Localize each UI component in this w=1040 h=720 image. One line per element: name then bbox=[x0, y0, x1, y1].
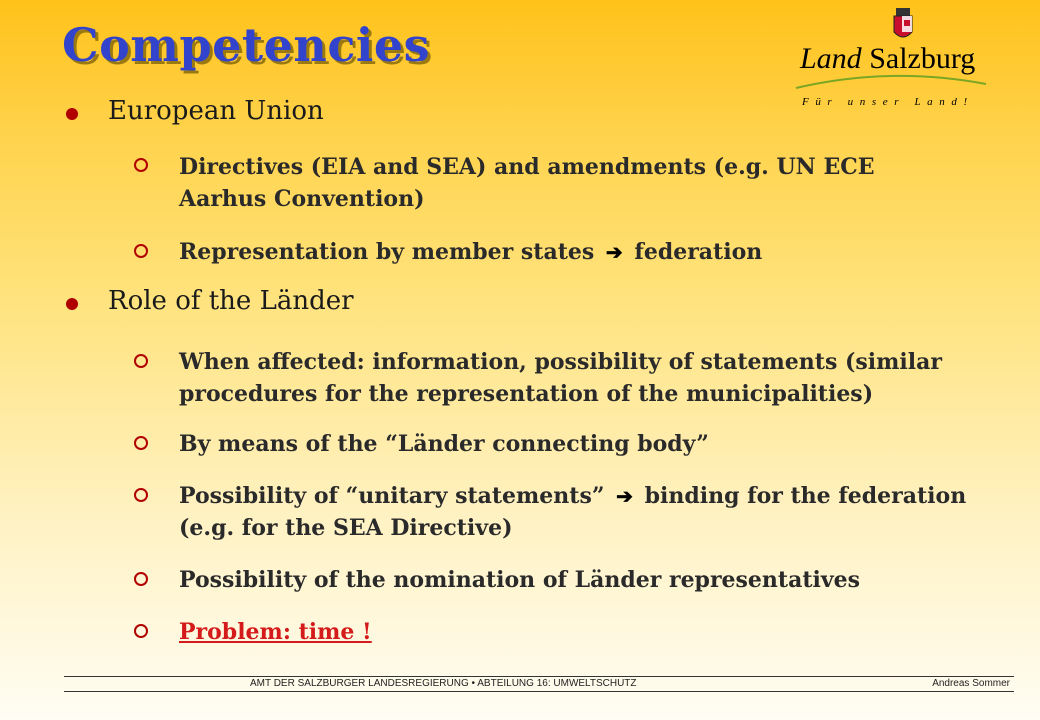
list-item: By means of the “Länder connecting body” bbox=[179, 431, 709, 457]
bullet-ring bbox=[134, 158, 148, 172]
logo-tagline: Für unser Land! bbox=[802, 96, 974, 108]
bullet-ring bbox=[134, 354, 148, 368]
list-item: Representation by member states ➔ federation bbox=[179, 239, 763, 265]
section-heading: European Union bbox=[108, 96, 324, 126]
footer-department: AMT DER SALZBURGER LANDESREGIERUNG • ABTEILUNG 16: UMWELTSCHUTZ bbox=[250, 678, 637, 689]
footer-divider-bottom bbox=[64, 691, 1014, 692]
slide-title: Competencies bbox=[62, 18, 431, 72]
logo-word-salzburg: Salzburg bbox=[869, 42, 976, 75]
bullet-dot bbox=[66, 108, 78, 120]
land-salzburg-logo bbox=[790, 6, 1030, 116]
bullet-ring bbox=[134, 624, 148, 638]
list-item: When affected: information, possibility of statements (similar procedures for the representation of the municipalities) bbox=[179, 349, 942, 407]
bullet-dot bbox=[66, 298, 78, 310]
logo-word-land: Land bbox=[800, 42, 862, 75]
arrow-right-icon: ➔ bbox=[605, 240, 623, 264]
list-item: Possibility of “unitary statements” ➔ binding for the federation (e.g. for the SEA Directive) bbox=[179, 483, 967, 541]
bullet-ring bbox=[134, 488, 148, 502]
bullet-ring bbox=[134, 572, 148, 586]
list-item bbox=[179, 616, 1009, 648]
bullet-ring bbox=[134, 436, 148, 450]
list-item: Directives (EIA and SEA) and amendments (e.g. UN ECE Aarhus Convention) bbox=[179, 154, 875, 212]
arrow-right-icon: ➔ bbox=[616, 484, 633, 508]
logo-swoosh bbox=[790, 66, 990, 94]
list-item: Possibility of the nomination of Länder representatives bbox=[179, 567, 861, 593]
section-heading: Role of the Länder bbox=[108, 286, 354, 316]
footer-author: Andreas Sommer bbox=[932, 678, 1010, 689]
problem-note: Problem: time ! bbox=[179, 619, 372, 645]
footer-divider-top bbox=[64, 676, 1014, 677]
bullet-ring bbox=[134, 244, 148, 258]
